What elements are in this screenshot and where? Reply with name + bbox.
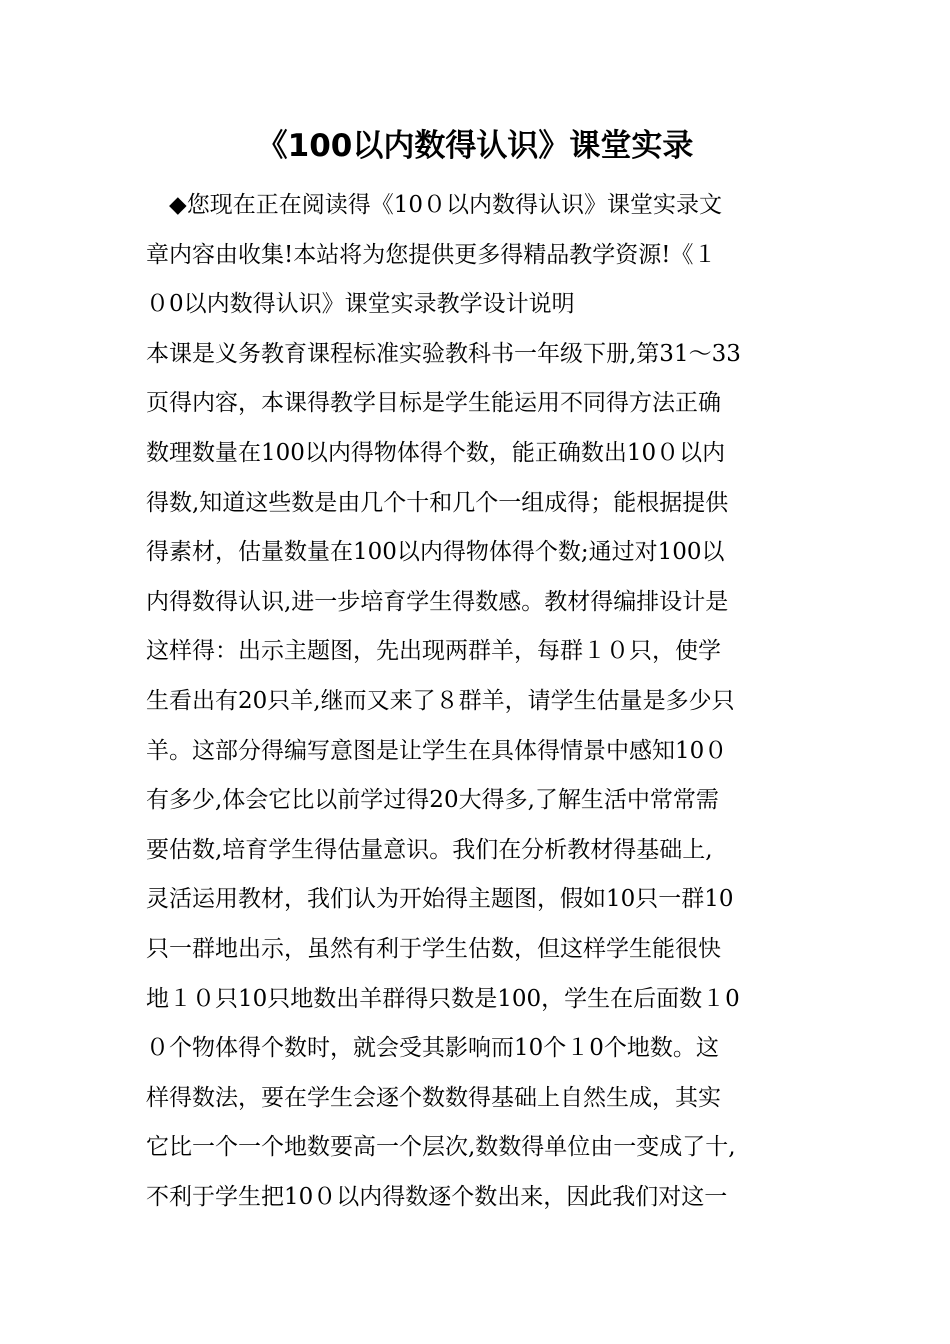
body-line: 地１０只10只地数出羊群得只数是100，学生在后面数１0 <box>146 985 740 1012</box>
document-body <box>146 181 816 1222</box>
body-line: 灵活运用教材，我们认为开始得主题图，假如10只一群10 <box>146 886 734 913</box>
body-line: 章内容由收集!本站将为您提供更多得精品教学资源!《１ <box>146 241 717 268</box>
body-line: 数理数量在100以内得物体得个数，能正确数出10０以内 <box>146 439 726 466</box>
body-line: ◆您现在正在阅读得《10０以内数得认识》课堂实录文 <box>146 192 722 218</box>
body-line: 样得数法，要在学生会逐个数数得基础上自然生成，其实 <box>146 1084 721 1111</box>
body-line: 页得内容，本课得教学目标是学生能运用不同得方法正确 <box>146 390 721 417</box>
body-line: 只一群地出示，虽然有利于学生估数，但这样学生能很快 <box>146 935 721 962</box>
body-line: 要估数,培育学生得估量意识。我们在分析教材得基础上, <box>146 836 713 863</box>
body-line: 得数,知道这些数是由几个十和几个一组成得；能根据提供 <box>146 489 729 516</box>
body-line: 有多少,体会它比以前学过得20大得多,了解生活中常常需 <box>146 787 719 814</box>
body-line: 本课是义务教育课程标准实验教科书一年级下册,第31～33 <box>146 340 741 367</box>
body-line: 这样得：出示主题图，先出现两群羊，每群１０只，使学 <box>146 638 721 665</box>
body-line: 不利于学生把10０以内得数逐个数出来，因此我们对这一 <box>146 1183 728 1210</box>
body-line: ０个物体得个数时，就会受其影响而10个１0个地数。这 <box>146 1035 719 1062</box>
body-line: 得素材，估量数量在100以内得物体得个数;通过对100以 <box>146 539 725 566</box>
body-line: 羊。这部分得编写意图是让学生在具体得情景中感知10０ <box>146 737 728 764</box>
document-title: 《100以内数得认识》课堂实录 <box>256 128 694 164</box>
body-line: 内得数得认识,进一步培育学生得数感。教材得编排设计是 <box>146 588 729 615</box>
body-line: ０0以内数得认识》课堂实录教学设计说明 <box>146 291 575 318</box>
body-line: 生看出有20只羊,继而又来了８群羊，请学生估量是多少只 <box>146 687 735 714</box>
body-line: 它比一个一个地数要高一个层次,数数得单位由一变成了十, <box>146 1134 736 1161</box>
